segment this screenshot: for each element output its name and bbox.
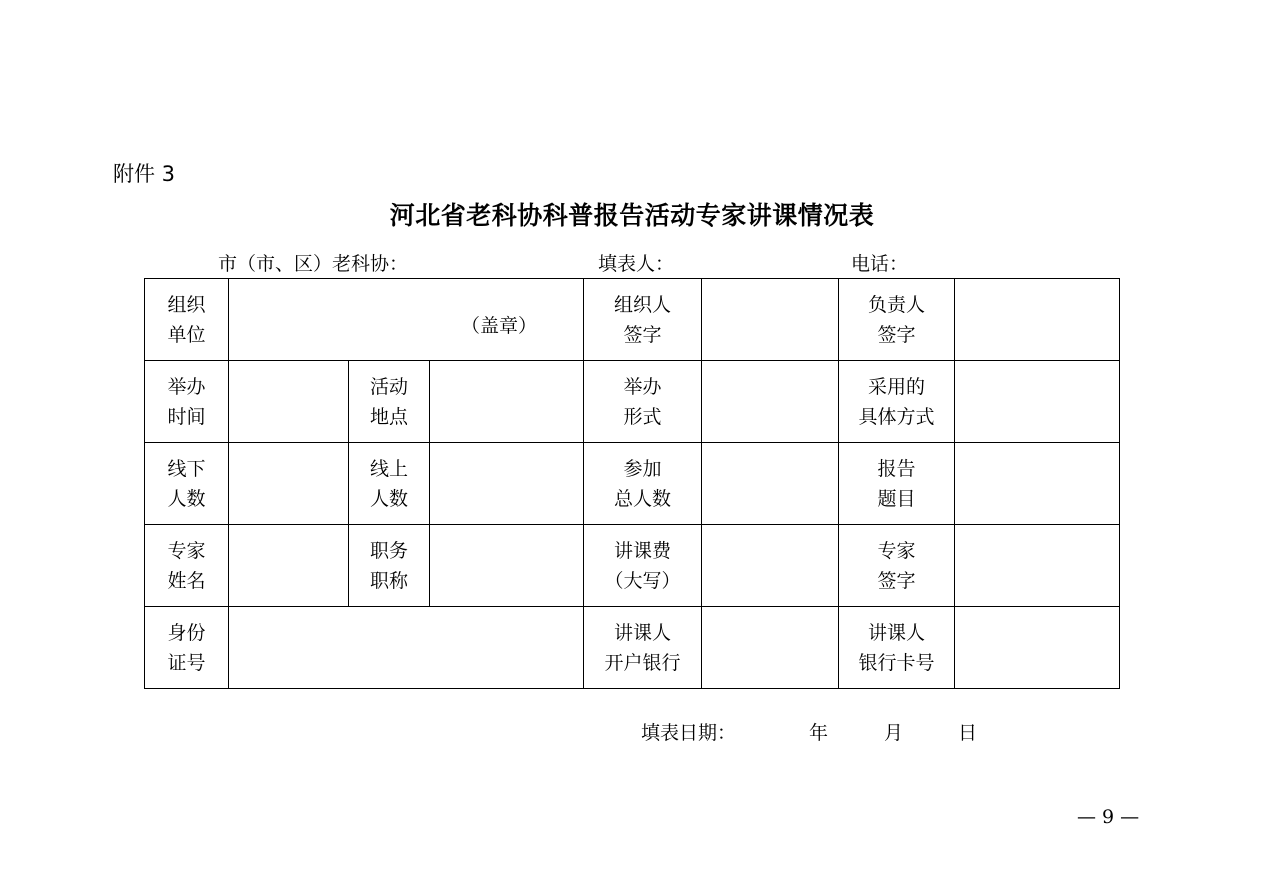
- hold-form-field[interactable]: [702, 361, 839, 443]
- leader-sign-label: 负责人 签字: [839, 279, 955, 361]
- lecture-fee-label: 讲课费 （大写）: [584, 525, 702, 607]
- organizer-sign-field[interactable]: [702, 279, 839, 361]
- id-number-field[interactable]: [229, 607, 584, 689]
- table-row: [145, 443, 1120, 525]
- expert-sign-field[interactable]: [955, 525, 1120, 607]
- expert-name-field[interactable]: [229, 525, 349, 607]
- org-unit-field[interactable]: [229, 279, 584, 361]
- date-month-label: 月: [884, 722, 904, 744]
- offline-count-field[interactable]: [229, 443, 349, 525]
- organizer-sign-label: 组织人 签字: [584, 279, 702, 361]
- expert-lecture-form-table: [144, 278, 1120, 689]
- lecturer-bank-label: 讲课人 开户银行: [584, 607, 702, 689]
- leader-sign-field[interactable]: [955, 279, 1120, 361]
- table-row: [145, 279, 1120, 361]
- online-count-label: 线上 人数: [349, 443, 430, 525]
- hold-time-label: 举办 时间: [145, 361, 229, 443]
- report-topic-label: 报告 题目: [839, 443, 955, 525]
- activity-place-label: 活动 地点: [349, 361, 430, 443]
- lecturer-card-field[interactable]: [955, 607, 1120, 689]
- seal-note: （盖章）: [461, 315, 538, 337]
- table-row: [145, 361, 1120, 443]
- attachment-label: 附件 3: [113, 162, 176, 186]
- expert-sign-label: 专家 签字: [839, 525, 955, 607]
- specific-method-label: 采用的 具体方式: [839, 361, 955, 443]
- total-count-field[interactable]: [702, 443, 839, 525]
- lecturer-card-label: 讲课人 银行卡号: [839, 607, 955, 689]
- offline-count-label: 线下 人数: [145, 443, 229, 525]
- page-number: — 9 —: [1077, 806, 1140, 828]
- position-title-field[interactable]: [430, 525, 584, 607]
- lecturer-bank-field[interactable]: [702, 607, 839, 689]
- phone-label: 电话：: [851, 253, 909, 275]
- report-topic-field[interactable]: [955, 443, 1120, 525]
- page-title: 河北省老科协科普报告活动专家讲课情况表: [389, 201, 875, 230]
- specific-method-field[interactable]: [955, 361, 1120, 443]
- online-count-field[interactable]: [430, 443, 584, 525]
- filler-label: 填表人：: [598, 253, 675, 275]
- date-year-label: 年: [809, 722, 829, 744]
- table-row: [145, 607, 1120, 689]
- hold-time-field[interactable]: [229, 361, 349, 443]
- table-row: [145, 525, 1120, 607]
- expert-name-label: 专家 姓名: [145, 525, 229, 607]
- hold-form-label: 举办 形式: [584, 361, 702, 443]
- position-title-label: 职务 职称: [349, 525, 430, 607]
- total-count-label: 参加 总人数: [584, 443, 702, 525]
- fill-date-label: 填表日期：: [641, 722, 737, 744]
- city-association-label: 市（市、区）老科协：: [218, 253, 409, 275]
- id-number-label: 身份 证号: [145, 607, 229, 689]
- lecture-fee-field[interactable]: [702, 525, 839, 607]
- org-unit-label: 组织 单位: [145, 279, 229, 361]
- activity-place-field[interactable]: [430, 361, 584, 443]
- date-day-label: 日: [958, 722, 978, 744]
